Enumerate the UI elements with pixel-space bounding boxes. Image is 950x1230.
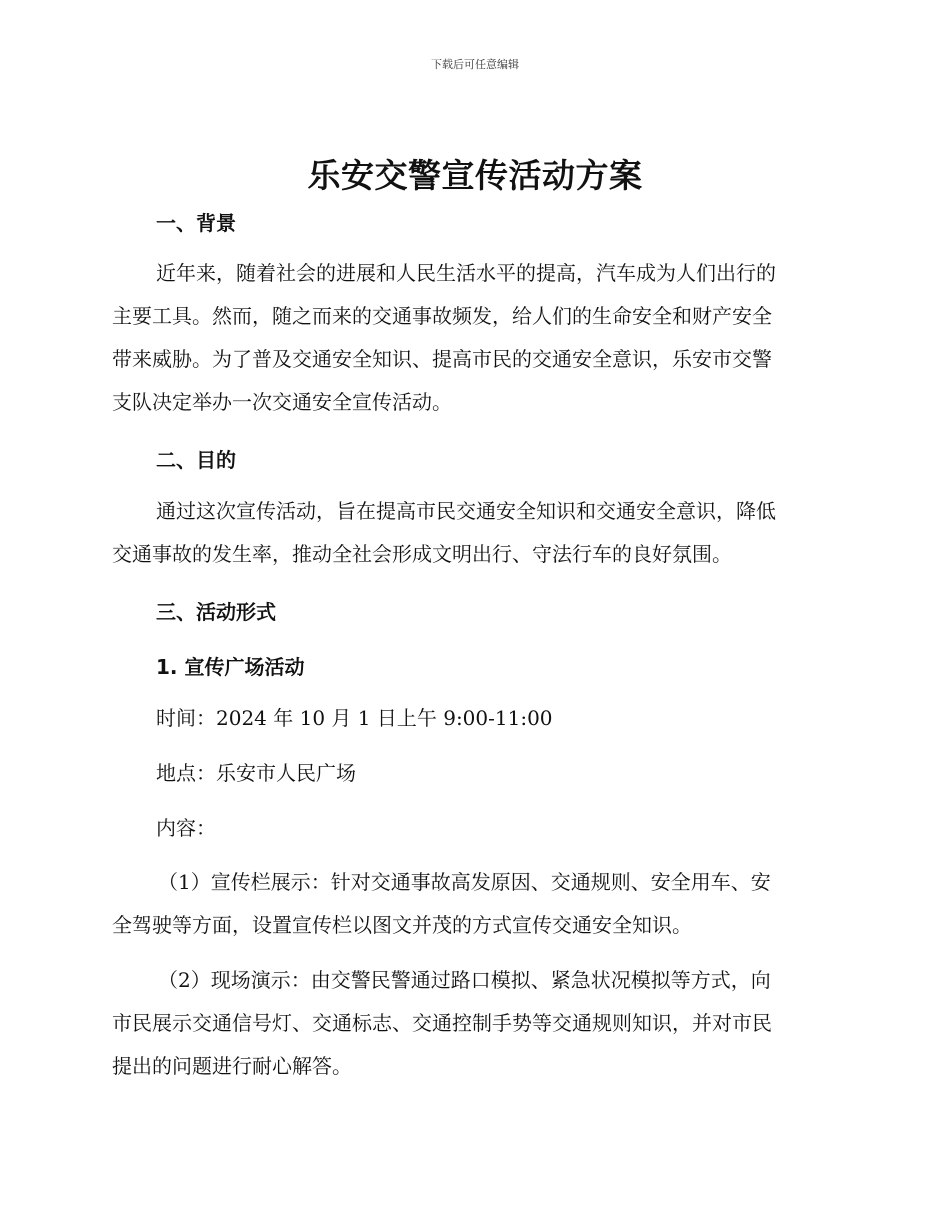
event-place: 地点：乐安市人民广场 <box>156 761 356 785</box>
subheading-plaza-activity: 1. 宣传广场活动 <box>156 655 305 679</box>
paragraph-line: 交通事故的发生率，推动全社会形成文明出行、守法行车的良好氛围。 <box>112 542 732 566</box>
section-heading-purpose: 二、目的 <box>156 448 236 472</box>
section-heading-forms: 三、活动形式 <box>156 600 276 624</box>
list-item-line: 市民展示交通信号灯、交通标志、交通控制手势等交通规则知识，并对市民 <box>112 1011 772 1035</box>
paragraph-line: 通过这次宣传活动，旨在提高市民交通安全知识和交通安全意识，降低 <box>156 499 776 523</box>
section-heading-background: 一、背景 <box>156 211 236 235</box>
list-item-line: 提出的问题进行耐心解答。 <box>112 1054 352 1078</box>
event-time: 时间：2024 年 10 月 1 日上午 9:00-11:00 <box>156 706 553 730</box>
paragraph-line: 主要工具。然而，随之而来的交通事故频发，给人们的生命安全和财产安全 <box>112 304 772 328</box>
list-item-line: （2）现场演示：由交警民警通过路口模拟、紧急状况模拟等方式，向 <box>158 968 771 992</box>
header-note: 下载后可任意编辑 <box>431 58 519 71</box>
paragraph-line: 近年来，随着社会的进展和人民生活水平的提高，汽车成为人们出行的 <box>156 261 776 285</box>
paragraph-line: 支队决定举办一次交通安全宣传活动。 <box>112 390 452 414</box>
content-label: 内容： <box>156 816 216 840</box>
document-title: 乐安交警宣传活动方案 <box>307 156 643 195</box>
list-item-line: 全驾驶等方面，设置宣传栏以图文并茂的方式宣传交通安全知识。 <box>112 913 692 937</box>
paragraph-line: 带来威胁。为了普及交通安全知识、提高市民的交通安全意识，乐安市交警 <box>112 347 772 371</box>
list-item-line: （1）宣传栏展示：针对交通事故高发原因、交通规则、安全用车、安 <box>158 870 771 894</box>
